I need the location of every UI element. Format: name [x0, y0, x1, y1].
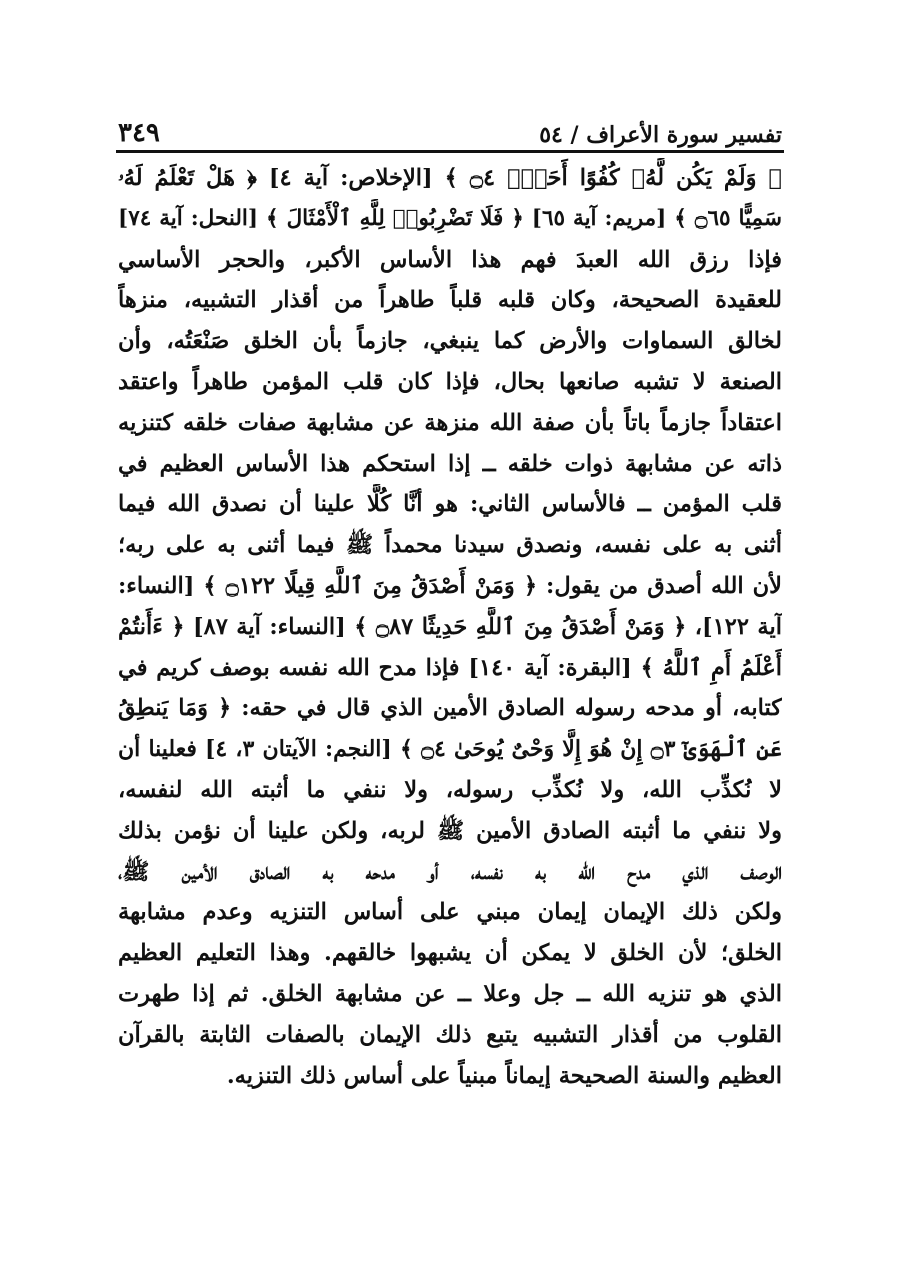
- text-line: اعتقاداً جازماً باتاً بأن صفة الله منزهة عن مشابهة صفات خلقه كتنزيه: [118, 409, 782, 436]
- text-line: الوصف الذي مدح الله به نفسه، أو مدحه به الصادق الأمين ﷺ،: [118, 858, 782, 885]
- text-line: للعقيدة الصحيحة، وكان قلبه قلباً طاهراً من أقذار التشبيه، منزهاً: [118, 287, 782, 314]
- text-line: لا نُكذِّب الله، ولا نُكذِّب رسوله، ولا ننفي ما أثبته الله لنفسه،: [118, 776, 782, 803]
- page-header: [118, 100, 782, 148]
- page-number: ٣٤٩: [118, 118, 160, 148]
- text-line: ﴿ وَلَمْ يَكُن لَّهُۥ كُفُوًا أَحَدٌۢ ۝٤ ﴾ [الإخلاص: آية ٤] ﴿ هَلْ تَعْلَمُ لَهُۥ: [118, 165, 782, 191]
- running-title: تفسير سورة الأعراف / ٥٤: [539, 122, 782, 148]
- text-line: فإذا رزق الله العبدَ فهم هذا الأساس الأكبر، والحجر الأساسي: [118, 246, 782, 273]
- text-line: كتابه، أو مدحه رسوله الصادق الأمين الذي قال في حقه: ﴿ وَمَا يَنطِقُ: [118, 695, 782, 722]
- page-body: [118, 158, 782, 1096]
- text-line: قلب المؤمن ــ فالأساس الثاني: هو أنَّا كُلًّا علينا أن نصدق الله فيما: [118, 491, 782, 518]
- text-line: الذي هو تنزيه الله ــ جل وعلا ــ عن مشابهة الخلق. ثم إذا طهرت: [118, 980, 782, 1007]
- text-line: العظيم والسنة الصحيحة إيماناً مبنياً على أساس ذلك التنزيه.: [226, 1062, 782, 1089]
- text-line: ذاته عن مشابهة ذوات خلقه ــ إذا استحكم هذا الأساس العظيم في: [118, 450, 782, 477]
- text-line: لأن الله أصدق من يقول: ﴿ وَمَنْ أَصْدَقُ مِنَ ٱللَّهِ قِيلًا ۝١٢٢ ﴾ [النساء:: [118, 572, 782, 599]
- header-rule: [116, 150, 784, 153]
- text-line: الخلق؛ لأن الخلق لا يمكن أن يشبهوا خالقهم. وهذا التعليم العظيم: [118, 940, 782, 967]
- text-line: أَعْلَمُ أَمِ ٱللَّهُ ﴾ [البقرة: آية ١٤٠] فإذا مدح الله نفسه بوصف كريم في: [118, 654, 782, 681]
- text-line: ولكن ذلك الإيمان إيمان مبني على أساس التنزيه وعدم مشابهة: [118, 899, 782, 926]
- text-line: القلوب من أقذار التشبيه يتبع ذلك الإيمان بالصفات الثابتة بالقرآن: [118, 1021, 782, 1048]
- text-line: الصنعة لا تشبه صانعها بحال، فإذا كان قلب المؤمن طاهراً واعتقد: [118, 368, 782, 395]
- text-line: أثنى به على نفسه، ونصدق سيدنا محمداً ﷺ فيما أثنى به على ربه؛: [118, 532, 782, 559]
- text-line: عَنِ ٱلْهَوَىٰٓ ۝٣ إِنْ هُوَ إِلَّا وَحْىٌ يُوحَىٰ ۝٤ ﴾ [النجم: الآيتان ٣، ٤] فعلينا أن: [118, 736, 782, 763]
- text-line: آية ١٢٢]، ﴿ وَمَنْ أَصْدَقُ مِنَ ٱللَّهِ حَدِيثًا ۝٨٧ ﴾ [النساء: آية ٨٧] ﴿ ءَأَنتُمْ: [118, 613, 782, 640]
- text-line: سَمِيًّا ۝٦٥ ﴾ [مريم: آية ٦٥] ﴿ فَلَا تَضْرِبُوا۟ لِلَّهِ ٱلْأَمْثَالَ ﴾ [النحل: آية ٧٤]: [118, 205, 782, 231]
- text-line: لخالق السماوات والأرض كما ينبغي، جازماً بأن الخلق صَنْعَتُه، وأن: [118, 328, 782, 355]
- text-line: ولا ننفي ما أثبته الصادق الأمين ﷺ لربه، ولكن علينا أن نؤمن بذلك: [118, 817, 782, 844]
